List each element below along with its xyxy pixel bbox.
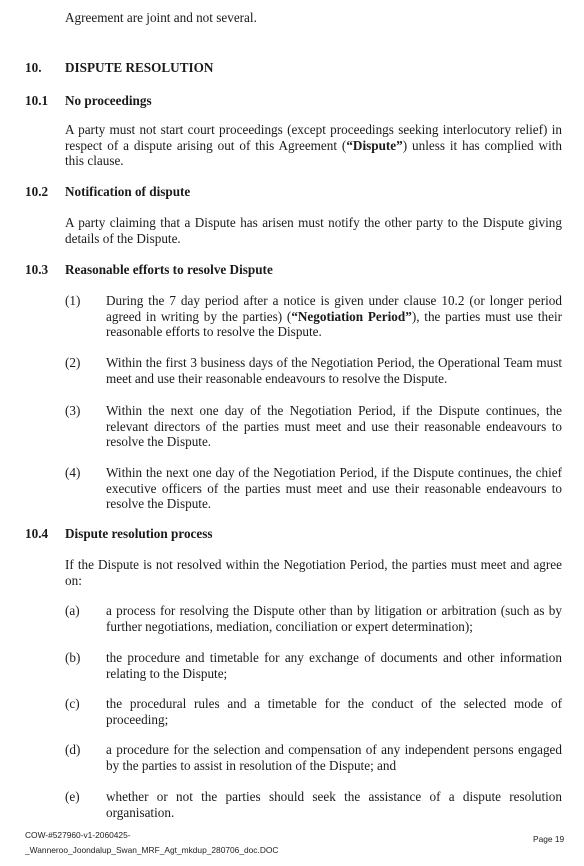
clause-10-4-item-e: whether or not the parties should seek the assistance of a dispute resolution organisation. [106, 789, 562, 820]
list-item-label: (3) [65, 403, 81, 418]
section-title: DISPUTE RESOLUTION [65, 60, 214, 75]
clause-10-1-text-a: A party must not start court proceedings (except proceedings seeking interlocutory relief) in respect of a dispute arising out of this Agreement ( [65, 122, 562, 153]
clause-10-1-title: No proceedings [65, 93, 152, 108]
list-item-label: (d) [65, 742, 81, 757]
clause-10-3-number: 10.3 [25, 262, 49, 277]
list-item-label: (e) [65, 789, 80, 804]
intro-text: Agreement are joint and not several. [65, 10, 257, 25]
clause-10-4-item-b: the procedure and timetable for any exchange of documents and other information relating to the Dispute; [106, 650, 562, 681]
clause-10-2-paragraph: A party claiming that a Dispute has arisen must notify the other party to the Dispute giving details of the Dispute. [65, 215, 562, 246]
page-number: Page 19 [533, 834, 565, 844]
section-number: 10. [25, 60, 42, 75]
item-1-text-a: During the 7 day period after a notice is given under clause 10.2 (or longer period agreed in writing by the parties) ( [106, 293, 562, 324]
clause-10-3-item-4: Within the next one day of the Negotiation Period, if the Dispute continues, the chief executive officers of the parties must meet and use their reasonable endeavours to resolve the Dispute. [106, 465, 562, 512]
item-1-text-b: ), the parties must use their reasonable efforts to resolve the Dispute. [106, 308, 562, 340]
list-item-label: (b) [65, 650, 81, 665]
footer-doc-id: COW-#527960-v1-2060425- [25, 830, 131, 840]
defined-term-dispute: “Dispute” [346, 137, 403, 153]
clause-10-3-item-1 [106, 293, 562, 340]
footer-file-name: _Wanneroo_Joondalup_Swan_MRF_Agt_mkdup_280706_doc.DOC [25, 845, 279, 855]
list-item-label: (1) [65, 293, 81, 308]
clause-10-4-item-a: a process for resolving the Dispute other than by litigation or arbitration (such as by further negotiations, mediation, conciliation or expert determination); [106, 603, 562, 634]
clause-10-1-number: 10.1 [25, 93, 49, 108]
clause-10-3-title: Reasonable efforts to resolve Dispute [65, 262, 273, 277]
clause-10-3-item-3: Within the next one day of the Negotiation Period, if the Dispute continues, the relevant directors of the parties must meet and use their reasonable endeavours to resolve the Dispute. [106, 403, 562, 450]
list-item-label: (4) [65, 465, 81, 480]
clause-10-2-number: 10.2 [25, 184, 49, 199]
clause-10-4-title: Dispute resolution process [65, 526, 213, 541]
clause-10-1-text-b: ) unless it has complied with this clause. [65, 137, 562, 169]
clause-10-4-item-c: the procedural rules and a timetable for the conduct of the selected mode of proceeding; [106, 696, 562, 727]
clause-10-2-title: Notification of dispute [65, 184, 191, 199]
clause-10-3-item-2: Within the first 3 business days of the Negotiation Period, the Operational Team must meet and use their reasonable endeavours to resolve the Dispute. [106, 355, 562, 386]
clause-10-4-number: 10.4 [25, 526, 49, 541]
clause-10-4-intro: If the Dispute is not resolved within the Negotiation Period, the parties must meet and agree on: [65, 557, 562, 588]
clause-10-4-item-d: a procedure for the selection and compensation of any independent persons engaged by the parties to assist in resolution of the Dispute; and [106, 742, 562, 773]
clause-10-1-paragraph [65, 122, 562, 169]
list-item-label: (a) [65, 603, 80, 618]
list-item-label: (c) [65, 696, 80, 711]
defined-term-negotiation-period: “Negotiation Period” [291, 308, 412, 324]
list-item-label: (2) [65, 355, 81, 370]
